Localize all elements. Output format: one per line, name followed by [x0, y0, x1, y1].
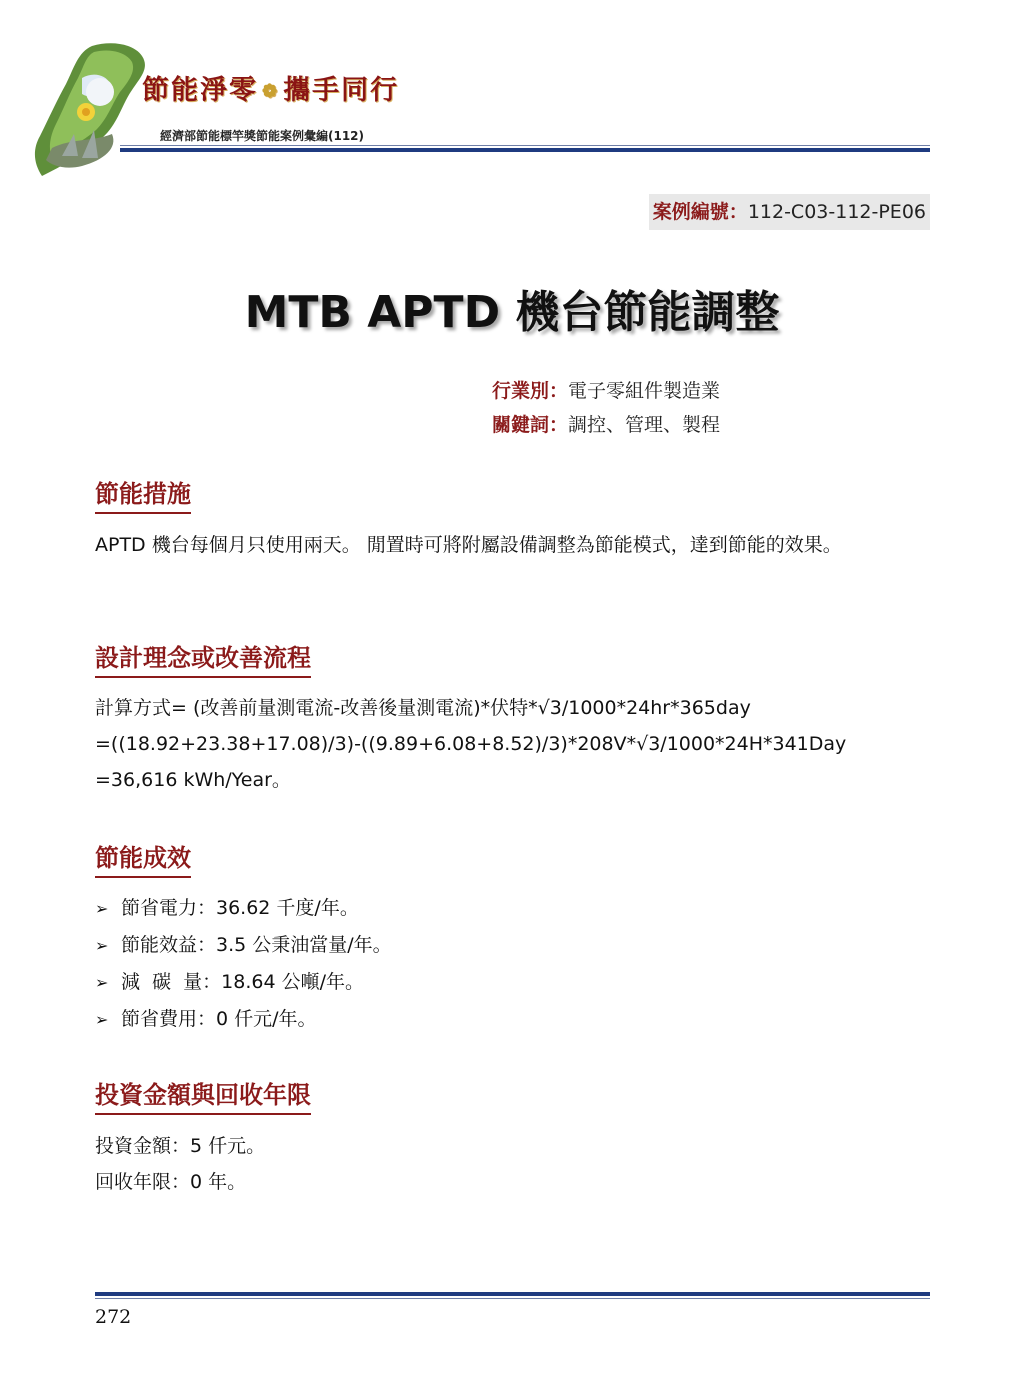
arrow-bullet-icon: ➢: [95, 973, 109, 992]
case-number-label: 案例編號：: [652, 201, 748, 223]
measures-heading: 節能措施: [95, 474, 191, 514]
results-heading: 節能成效: [95, 838, 191, 878]
keywords-label: 關鍵詞：: [492, 414, 569, 436]
keywords-value: 調控、管理、製程: [568, 414, 721, 436]
page-title: MTB APTD 機台節能調整: [244, 287, 780, 338]
list-item: [95, 927, 392, 964]
case-number-value: 112-C03-112-PE06: [747, 201, 926, 223]
design-heading: 設計理念或改善流程: [95, 638, 311, 678]
calculation-substitution: =((18.92+23.38+17.08)/3)-((9.89+6.08+8.52)/3)*208V*√3/1000*24H*341Day: [95, 733, 847, 755]
result-text: 節省電力：36.62 千度/年。: [121, 897, 359, 919]
industry-row: [492, 374, 720, 408]
taiwan-leaf-logo-icon: [22, 38, 172, 180]
payback-period: 回收年限：0 年。: [95, 1171, 247, 1193]
logo-subtitle: 經濟部節能標竿獎節能案例彙編(112): [160, 129, 365, 143]
logo-title-part2: 攜手同行: [283, 75, 400, 106]
investment-amount: 投資金額：5 仟元。: [95, 1135, 266, 1157]
list-item: [95, 890, 392, 927]
logo-title-part1: 節能淨零: [142, 75, 258, 106]
keywords-row: [492, 408, 720, 442]
list-item: [95, 1001, 392, 1038]
investment-heading: 投資金額與回收年限: [95, 1075, 311, 1115]
arrow-bullet-icon: ➢: [95, 899, 109, 918]
logo-title: [142, 68, 399, 107]
flower-separator-icon: ❁: [262, 81, 280, 102]
industry-label: 行業別：: [492, 380, 569, 402]
measures-text: APTD 機台每個月只使用兩天。 閒置時可將附屬設備調整為節能模式，達到節能的效果。: [95, 534, 842, 556]
result-text: 節省費用：0 仟元/年。: [121, 1008, 317, 1030]
arrow-bullet-icon: ➢: [95, 936, 109, 955]
industry-value: 電子零組件製造業: [568, 380, 721, 402]
calculation-formula: 計算方式= (改善前量測電流-改善後量測電流)*伏特*√3/1000*24hr*365day: [95, 697, 751, 719]
arrow-bullet-icon: ➢: [95, 1010, 109, 1029]
results-list: [95, 890, 392, 1038]
case-number-box: [649, 194, 930, 230]
investment-details: [95, 1128, 931, 1200]
list-item: [95, 964, 392, 1001]
calculation-result: =36,616 kWh/Year。: [95, 769, 291, 791]
page-header: [0, 0, 1024, 190]
footer-divider-thick: [95, 1292, 930, 1296]
page-number: 272: [95, 1306, 132, 1328]
case-meta: [492, 374, 720, 442]
design-calculation: [95, 690, 931, 798]
result-text: 減 碳 量：18.64 公噸/年。: [121, 971, 364, 993]
result-text: 節能效益：3.5 公秉油當量/年。: [121, 934, 392, 956]
header-divider-thin: [120, 145, 930, 146]
header-divider-thick: [120, 148, 930, 152]
footer-divider-thin: [95, 1298, 930, 1299]
